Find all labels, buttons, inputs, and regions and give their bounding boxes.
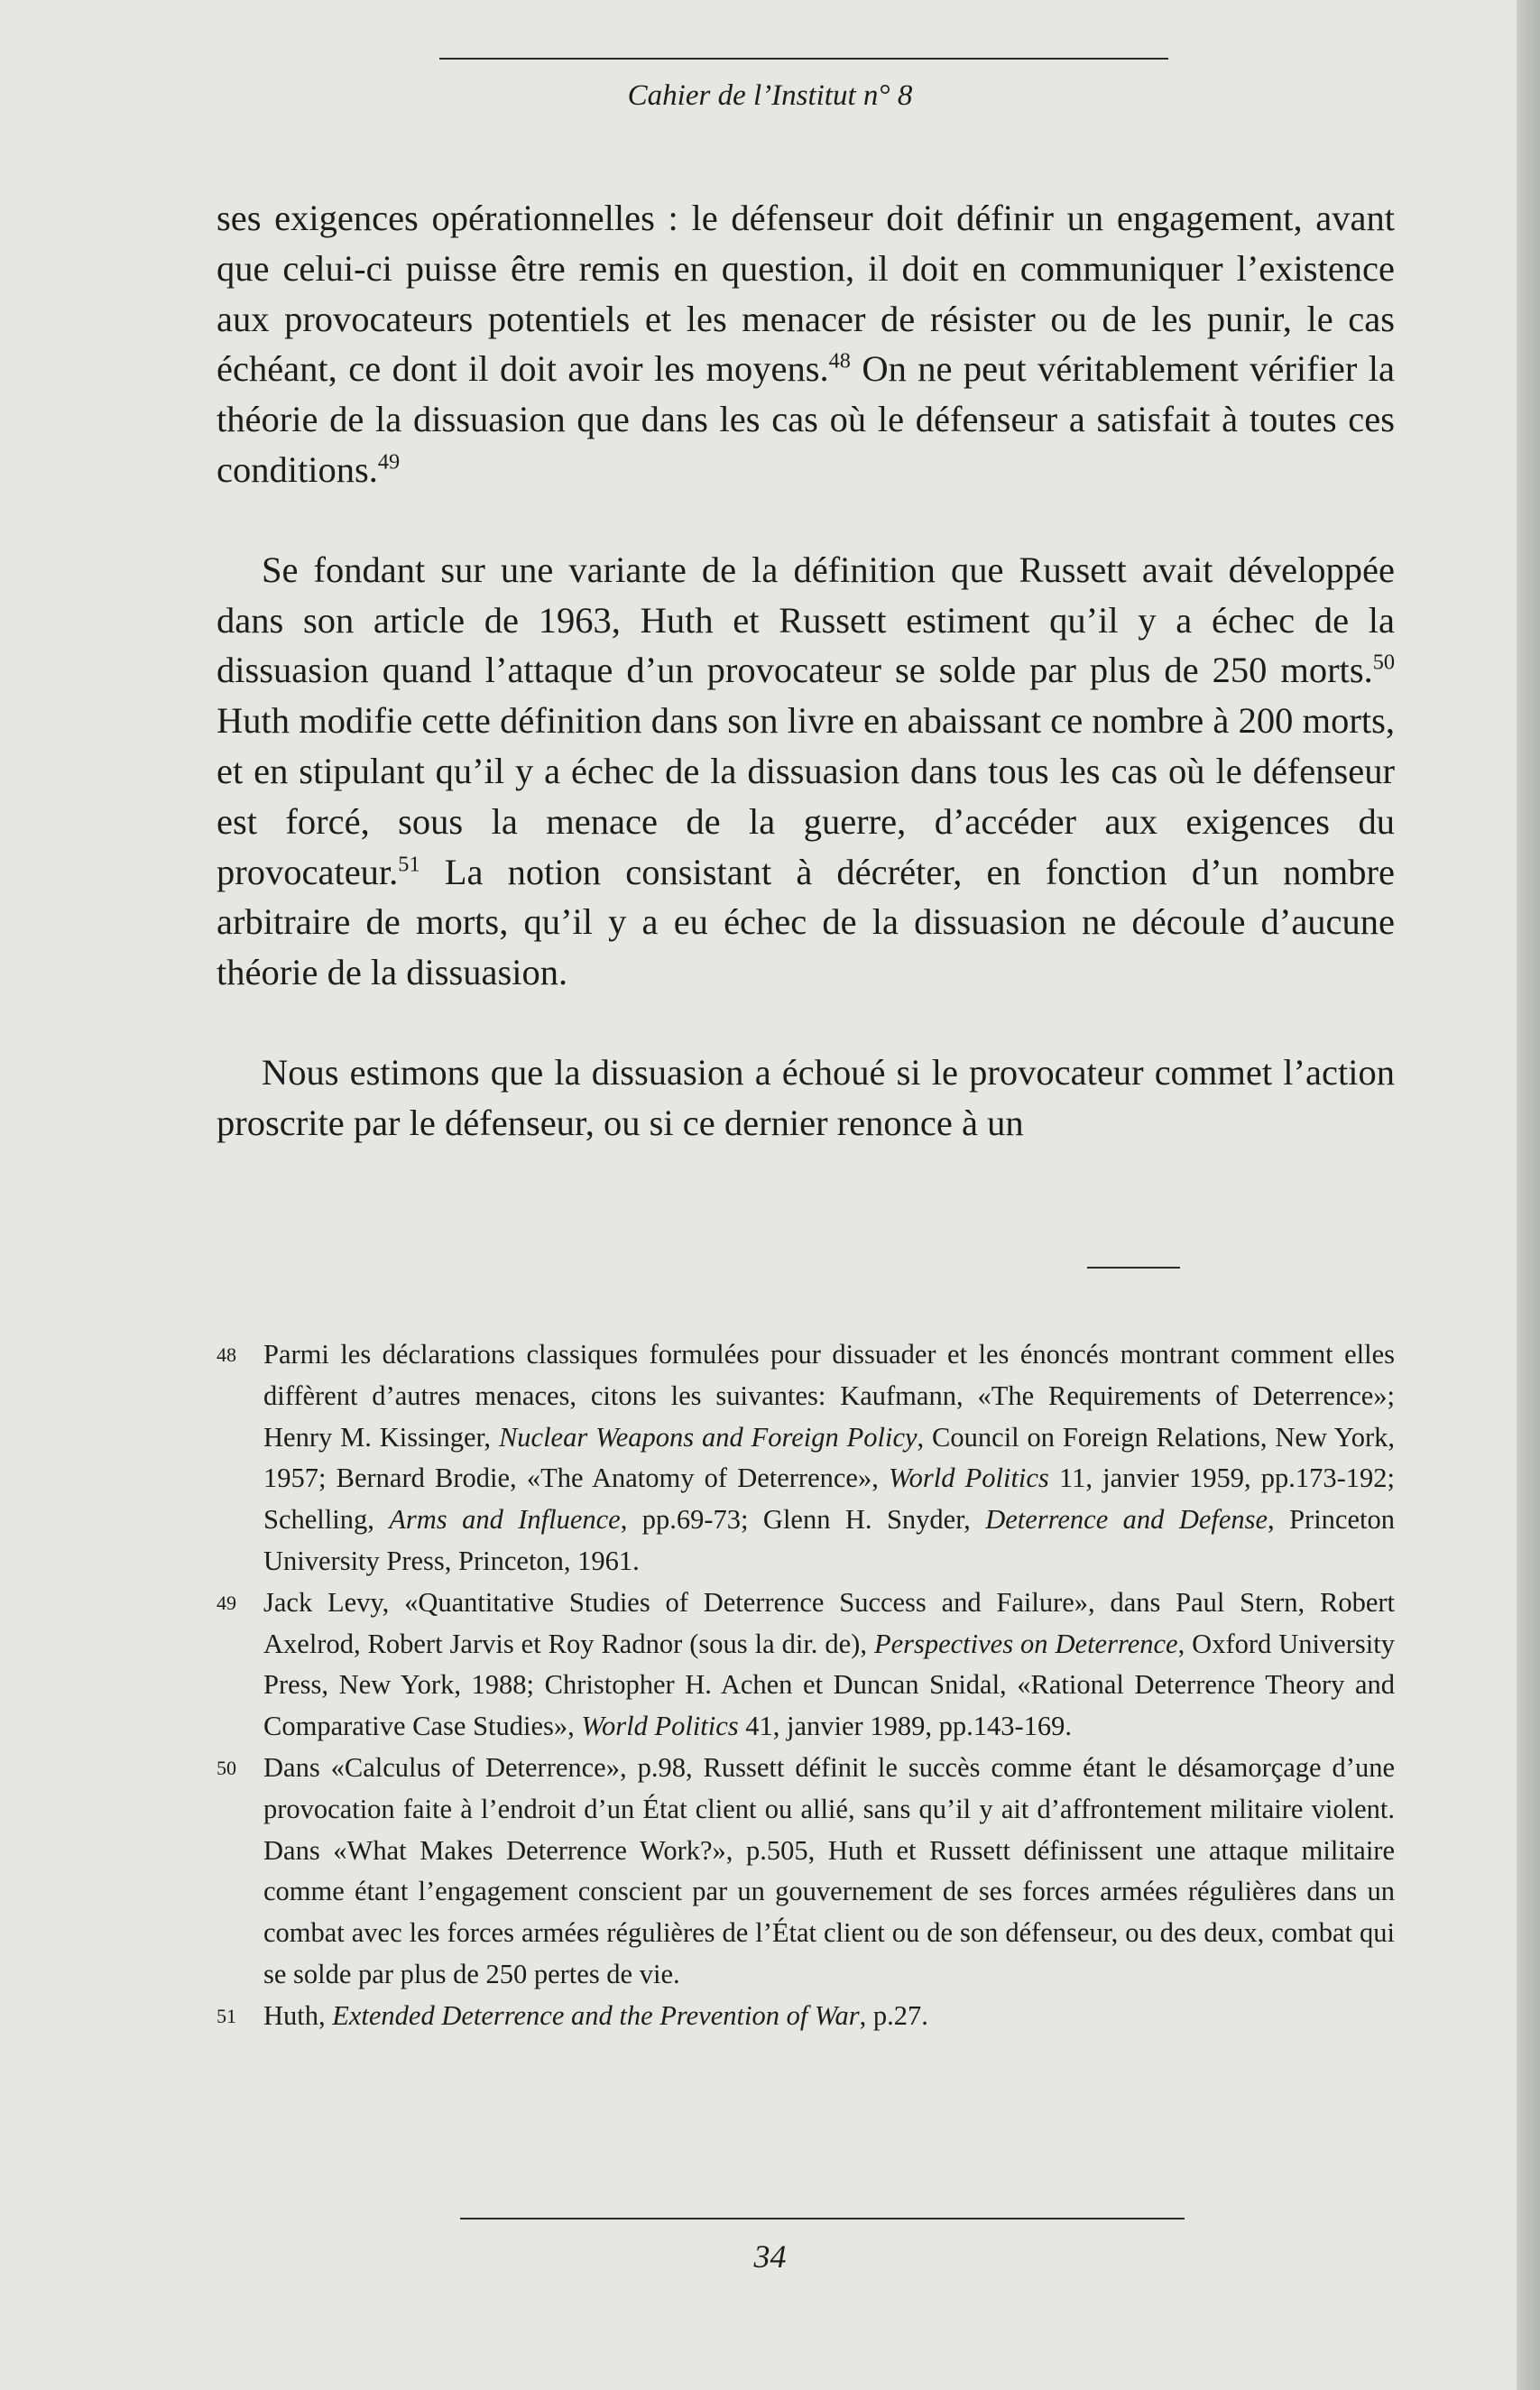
footnote-51: 51 Huth, Extended Deterrence and the Prevention of War, p.27. xyxy=(217,1996,1395,2037)
footer-rule xyxy=(460,2218,1185,2219)
footnote-ref-51[interactable]: 51 xyxy=(398,852,420,877)
body-text xyxy=(217,193,1395,1149)
header-rule xyxy=(439,58,1168,60)
footnote-50: 50 Dans «Calculus of Deterrence», p.98, Russett définit le succès comme étant le désamorçage d’une provocation faite à l’endroit d’un État client ou allié, sans qu’il y ait d’affrontement militaire violent. Dans «What Makes Deterrence Work?», p.505, Huth et Russett définissent une attaque militaire comme étant l’engagement conscient par un gouvernement de ses forces armées régulières dans un combat avec les forces armées régulières de l’État client ou de son défenseur, ou des deux, combat qui se solde par plus de 250 pertes de vie. xyxy=(217,1748,1395,1996)
footnote-number: 49 xyxy=(217,1591,236,1614)
paragraph-1: ses exigences opérationnelles : le défenseur doit définir un engagement, avant que celui-ci puisse être remis en question, il doit en communiquer l’existence aux provocateurs potentiels et les menacer de résister ou de les punir, le cas échéant, ce dont il doit avoir les moyens.$^{48}$ On ne peut véritablement vérifier la théorie de la dissuasion que dans les cas où le défenseur a satisfait à toutes ces conditions.$^{49}$ xyxy=(217,198,1396,490)
running-header: Cahier de l’Institut n° 8 xyxy=(627,79,913,112)
footnote-ref-48[interactable]: 48 xyxy=(828,348,851,374)
paragraph-2: Se fondant sur une variante de la définition que Russett avait développée dans son article de 1963, Huth et Russett estiment qu’il y a échec de la dissuasion quand l’attaque d’un provocateur se solde par plus de 250 morts.$^{50}$ Huth modifie cette définition dans son livre en abaissant ce nombre à 200 morts, et en stipulant qu’il y a échec de la dissuasion dans tous les cas où le défenseur est forcé, sous la menace de la guerre, d’accéder aux exigences du provocateur.$^{51}$ La notion consistant à décréter, en fonction d’un nombre arbitraire de morts, qu’il y a eu échec de la dissuasion ne découle d’aucune théorie de la dissuasion. xyxy=(217,549,1395,993)
footnote-number: 48 xyxy=(217,1343,236,1366)
footnote-49: 49 Jack Levy, «Quantitative Studies of Deterrence Success and Failure», dans Paul Stern, Robert Axelrod, Robert Jarvis et Roy Radnor (sous la dir. de), Perspectives on Deterrence, Oxford University Press, New York, 1988; Christopher H. Achen et Duncan Snidal, «Rational Deterrence Theory and Comparative Case Studies», World Politics 41, janvier 1989, pp.143-169. xyxy=(217,1583,1395,1748)
page-number: 34 xyxy=(753,2238,787,2275)
footnotes xyxy=(217,1334,1395,2037)
footnote-number: 50 xyxy=(217,1756,236,1779)
paragraph-3: Nous estimons que la dissuasion a échoué si le provocateur commet l’action proscrite par le défenseur, ou si ce dernier renonce à un xyxy=(217,1051,1395,1143)
footnote-separator xyxy=(1087,1267,1180,1269)
footnote-ref-49[interactable]: 49 xyxy=(377,449,401,475)
footnote-number: 51 xyxy=(217,2004,236,2027)
footnote-ref-50[interactable]: 50 xyxy=(1372,650,1395,675)
page-edge xyxy=(1517,0,1540,2390)
footnote-48: 48 Parmi les déclarations classiques formulées pour dissuader et les énoncés montrant comment elles diffèrent d’autres menaces, citons les suivantes: Kaufmann, «The Requirements of Deterrence»; Henry M. Kissinger, Nuclear Weapons and Foreign Policy, Council on Foreign Relations, New York, 1957; Bernard Brodie, «The Anatomy of Deterrence», World Politics 11, janvier 1959, pp.173-192; Schelling, Arms and Influence, pp.69-73; Glenn H. Snyder, Deterrence and Defense, Princeton University Press, Princeton, 1961. xyxy=(217,1334,1395,1583)
